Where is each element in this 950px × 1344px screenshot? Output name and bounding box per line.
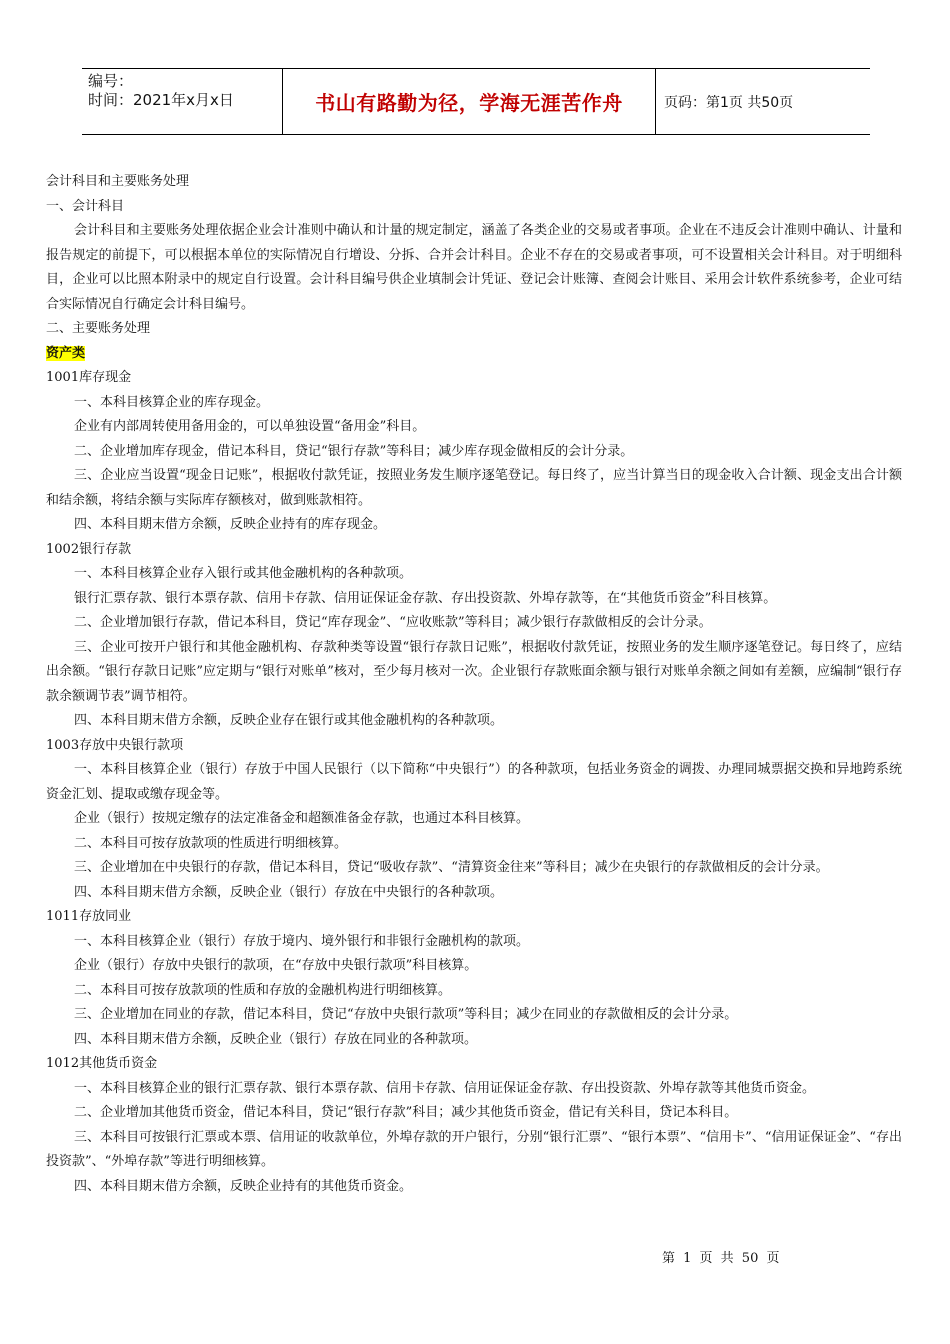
- account-heading-1012: 1012其他货币资金: [46, 1056, 158, 1071]
- intro-paragraph: 会计科目和主要账务处理依据企业会计准则中确认和计量的规定制定，涵盖了各类企业的交易或者事项。企业在不违反会计准则中确认、计量和报告规定的前提下，可以根据本单位的实际情况自行增设、分拆、合并会计科目。企业不存在的交易或者事项，可不设置相关会计科目。对于明细科目，企业可以比照本附录中的规定自行设置。会计科目编号供企业填制会计凭证、登记会计账簿、查阅会计账目、采用会计软件系统参考，企业可结合实际情况自行确定会计科目编号。: [46, 223, 902, 312]
- paragraph: 二、企业增加其他货币资金，借记本科目，贷记“银行存款”科目；减少其他货币资金，借记有关科目，贷记本科目。: [74, 1105, 738, 1120]
- paragraph: 三、企业可按开户银行和其他金融机构、存款种类等设置“银行存款日记账”，根据收付款凭证，按照业务的发生顺序逐笔登记。每日终了，应结出余额。“银行存款日记账”应定期与“银行对账单”核对，至少每月核对一次。企业银行存款账面余额与银行对账单余额之间如有差额，应编制“银行存款余额调节表”调节相符。: [46, 639, 902, 704]
- paragraph: 企业（银行）存放中央银行的款项，在“存放中央银行款项”科目核算。: [74, 958, 478, 973]
- paragraph: 一、本科目核算企业存入银行或其他金融机构的各种款项。: [74, 566, 413, 581]
- highlighted-category: 资产类: [46, 345, 86, 361]
- account-heading-1011: 1011存放同业: [46, 909, 132, 924]
- paragraph: 一、本科目核算企业（银行）存放于境内、境外银行和非银行金融机构的款项。: [74, 933, 530, 949]
- doc-title: 会计科目和主要账务处理: [46, 174, 190, 189]
- account-heading-1002: 1002银行存款: [46, 541, 132, 557]
- paragraph: 银行汇票存款、银行本票存款、信用卡存款、信用证保证金存款、存出投资款、外埠存款等，在“其他货币资金”科目核算。: [74, 590, 777, 606]
- paragraph: 企业（银行）按规定缴存的法定准备金和超额准备金存款，也通过本科目核算。: [74, 811, 530, 826]
- date-line: 时间：2021年x月x日: [88, 91, 234, 109]
- category-label: [46, 342, 902, 367]
- account-heading-1001: 1001库存现金: [46, 370, 132, 385]
- paragraph: 一、本科目核算企业（银行）存放于中国人民银行（以下简称“中央银行”）的各种款项，包括业务资金的调拨、办理同城票据交换和异地跨系统资金汇划、提取或缴存现金等。: [46, 762, 902, 802]
- section-heading: 一、会计科目: [46, 198, 125, 214]
- document-body: [46, 170, 902, 1199]
- header-motto: 书山有路勤为径，学海无涯苦作舟: [282, 69, 656, 134]
- paragraph: 二、企业增加库存现金，借记本科目，贷记“银行存款”等科目；减少库存现金做相反的会计分录。: [74, 443, 634, 459]
- paragraph: 四、本科目期末借方余额，反映企业存在银行或其他金融机构的各种款项。: [74, 713, 504, 728]
- paragraph: 一、本科目核算企业的库存现金。: [74, 394, 270, 410]
- paragraph: 四、本科目期末借方余额，反映企业持有的库存现金。: [74, 517, 387, 532]
- paragraph: 二、企业增加银行存款，借记本科目，贷记“库存现金”、“应收账款”等科目；减少银行存款做相反的会计分录。: [74, 615, 712, 630]
- paragraph: 四、本科目期末借方余额，反映企业（银行）存放在同业的各种款项。: [74, 1031, 478, 1047]
- paragraph: 三、企业增加在同业的存款，借记本科目，贷记“存放中央银行款项”等科目；减少在同业的存款做相反的会计分录。: [74, 1007, 738, 1022]
- paragraph: 二、本科目可按存放款项的性质进行明细核算。: [74, 835, 348, 851]
- paragraph: 三、本科目可按银行汇票或本票、信用证的收款单位，外埠存款的开户银行，分别“银行汇票”、“银行本票”、“信用卡”、“信用证保证金”、“存出投资款”、“外埠存款”等进行明细核算。: [46, 1129, 902, 1169]
- paragraph: 三、企业增加在中央银行的存款，借记本科目，贷记“吸收存款”、“清算资金往来”等科目；减少在央银行的存款做相反的会计分录。: [74, 860, 829, 875]
- paragraph: 三、企业应当设置“现金日记账”，根据收付款凭证，按照业务发生顺序逐笔登记。每日终了，应当计算当日的现金收入合计额、现金支出合计额和结余额，将结余额与实际库存额核对，做到账款相符。: [46, 468, 902, 508]
- paragraph: 四、本科目期末借方余额，反映企业持有的其他货币资金。: [74, 1178, 413, 1194]
- paragraph: 四、本科目期末借方余额，反映企业（银行）存放在中央银行的各种款项。: [74, 884, 504, 900]
- paragraph: 一、本科目核算企业的银行汇票存款、银行本票存款、信用卡存款、信用证保证金存款、存出投资款、外埠存款等其他货币资金。: [74, 1080, 816, 1096]
- header-page-info: 页码：第1页 共50页: [664, 94, 794, 111]
- account-heading-1003: 1003存放中央银行款项: [46, 737, 184, 753]
- page-header: [82, 68, 870, 135]
- header-meta: [82, 69, 282, 134]
- section-heading: 二、主要账务处理: [46, 321, 151, 336]
- paragraph: 二、本科目可按存放款项的性质和存放的金融机构进行明细核算。: [74, 982, 452, 998]
- page-footer: 第 1 页 共 50 页: [662, 1251, 780, 1266]
- number-label: 编号：: [88, 72, 134, 90]
- paragraph: 企业有内部周转使用备用金的，可以单独设置“备用金”科目。: [74, 419, 426, 434]
